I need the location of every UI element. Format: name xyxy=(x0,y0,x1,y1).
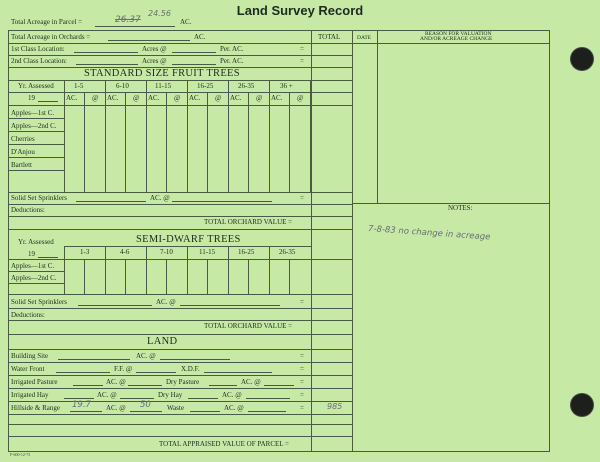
at-col-label: @ xyxy=(297,94,304,102)
acres-at-label: Acres @ xyxy=(142,45,167,53)
acres-at-label: Acres @ xyxy=(142,57,167,65)
fill-line xyxy=(246,398,290,399)
total-orchard-value-label: TOTAL ORCHARD VALUE = xyxy=(204,218,293,226)
row-line xyxy=(8,144,65,145)
fill-line xyxy=(64,398,94,399)
row-line xyxy=(8,229,353,230)
grid-line xyxy=(248,92,249,192)
ac-at-label: AC. @ xyxy=(136,352,156,360)
fill-line xyxy=(172,201,272,202)
row-line xyxy=(8,362,353,363)
grid-line xyxy=(166,259,167,294)
at-col-label: @ xyxy=(92,94,99,102)
equals-sign: = xyxy=(300,404,304,412)
fill-line xyxy=(76,201,146,202)
binder-hole xyxy=(571,394,593,416)
grid-line xyxy=(207,259,208,294)
ff-at-label: F.F. @ xyxy=(114,365,133,373)
row-line xyxy=(8,131,65,132)
dry-pasture-label: Dry Pasture xyxy=(166,378,200,386)
fill-line xyxy=(70,411,102,412)
row-line xyxy=(8,216,353,217)
semi-yr-assessed-label: Yr. Assessed xyxy=(18,238,54,246)
ac-col-label: AC. xyxy=(230,94,242,102)
tree-row-label: Cherries xyxy=(11,135,35,143)
row-line xyxy=(8,92,353,93)
equals-sign: = xyxy=(300,352,304,360)
age-group-label: 11-15 xyxy=(155,82,172,90)
standard-trees-heading: STANDARD SIZE FRUIT TREES xyxy=(84,68,240,79)
age-group-label: 36 + xyxy=(280,82,293,90)
at-col-label: @ xyxy=(215,94,222,102)
irrigated-pasture-label: Irrigated Pasture xyxy=(11,378,58,386)
age-group-label: 1-5 xyxy=(74,82,84,90)
fill-line xyxy=(38,101,58,102)
grid-line xyxy=(207,92,208,192)
yr-assessed-label: Yr. Assessed xyxy=(18,82,54,90)
row-line xyxy=(8,259,353,260)
row-line xyxy=(8,204,353,205)
semi-tree-row-label: Apples—1st C. xyxy=(11,262,55,270)
equals-sign: = xyxy=(300,194,304,202)
parcel-ac-label: AC. xyxy=(180,18,192,26)
grid-line xyxy=(84,259,85,294)
water-front-label: Water Front xyxy=(11,365,45,373)
fill-line xyxy=(78,305,152,306)
semi-sprinklers-label: Solid Set Sprinklers xyxy=(11,298,68,306)
tree-row-label: Bartlett xyxy=(11,161,32,169)
semi-age-group-label: 1-3 xyxy=(80,248,90,256)
frame-bottom xyxy=(8,451,550,452)
fill-line xyxy=(56,372,110,373)
grid-line xyxy=(228,80,229,192)
hillside-rate-value: 50 xyxy=(140,400,151,410)
ac-col-label: AC. xyxy=(189,94,201,102)
row-line xyxy=(8,424,353,425)
semi-age-group-label: 4-6 xyxy=(120,248,130,256)
reason-header-line1: REASON FOR VALUATION xyxy=(425,31,492,37)
equals-sign: = xyxy=(300,57,304,65)
orchards-fill-line xyxy=(108,40,190,41)
fill-line xyxy=(73,385,103,386)
year-label: 19 xyxy=(28,94,35,102)
ac-at-label: AC. @ xyxy=(97,391,117,399)
row-line xyxy=(8,375,353,376)
date-column-header: DATE xyxy=(357,35,372,41)
equals-sign: = xyxy=(300,298,304,306)
at-col-label: @ xyxy=(133,94,140,102)
building-site-label: Building Site xyxy=(11,352,49,360)
fill-line xyxy=(248,411,286,412)
orchards-ac-label: AC. xyxy=(194,33,206,41)
fill-line xyxy=(204,372,272,373)
parcel-value: 24.56 xyxy=(148,9,171,18)
fill-line xyxy=(76,64,138,65)
fill-line xyxy=(160,359,230,360)
grid-line xyxy=(105,246,106,294)
grid-line xyxy=(269,246,270,294)
grid-line xyxy=(64,246,65,294)
row-line xyxy=(8,283,65,284)
per-ac-label: Per. AC. xyxy=(220,57,244,65)
tree-row-label: Apples—1st C. xyxy=(11,109,55,117)
fill-line xyxy=(188,398,218,399)
grid-line xyxy=(125,259,126,294)
ac-col-label: AC. xyxy=(66,94,78,102)
ac-at-label: AC. @ xyxy=(224,404,244,412)
grid-line xyxy=(146,80,147,192)
ac-at-label: AC. @ xyxy=(150,194,170,202)
dry-hay-label: Dry Hay xyxy=(158,391,183,399)
semi-deductions-label: Deductions: xyxy=(11,311,45,319)
reason-column-divider xyxy=(377,30,378,203)
grid-line xyxy=(248,259,249,294)
waste-label: Waste xyxy=(167,404,184,412)
row-line xyxy=(8,294,353,295)
total-appraised-value-label: TOTAL APPRAISED VALUE OF PARCEL = xyxy=(159,440,289,448)
age-group-label: 16-25 xyxy=(197,82,214,90)
row-line xyxy=(8,320,353,321)
grid-line xyxy=(84,92,85,192)
semi-total-orchard-value-label: TOTAL ORCHARD VALUE = xyxy=(204,322,293,330)
sprinklers-label: Solid Set Sprinklers xyxy=(11,194,68,202)
row-line xyxy=(8,334,353,335)
semi-ac-at-label: AC. @ xyxy=(156,298,176,306)
age-group-label: 26-35 xyxy=(238,82,255,90)
fill-line xyxy=(38,257,58,258)
equals-sign: = xyxy=(300,45,304,53)
equals-sign: = xyxy=(300,378,304,386)
fill-line xyxy=(190,411,220,412)
at-col-label: @ xyxy=(256,94,263,102)
hillside-range-label: Hillside & Range xyxy=(11,404,60,412)
semi-age-group-label: 11-15 xyxy=(199,248,216,256)
row-line xyxy=(8,414,353,415)
grid-line xyxy=(289,259,290,294)
row-line xyxy=(8,388,353,389)
fill-line xyxy=(264,385,294,386)
semi-age-group-label: 26-35 xyxy=(279,248,296,256)
total-column-header: TOTAL xyxy=(318,33,341,41)
row-line xyxy=(8,192,353,193)
ac-col-label: AC. xyxy=(148,94,160,102)
land-heading: LAND xyxy=(147,336,178,347)
parcel-crossed-value: 26.37 xyxy=(115,15,141,25)
grid-line xyxy=(166,92,167,192)
row-line xyxy=(8,170,65,171)
semi-year-label: 19 xyxy=(28,250,35,258)
tree-row-label: D'Anjou xyxy=(11,148,35,156)
tree-row-label: Apples—2nd C. xyxy=(11,122,57,130)
grid-line xyxy=(228,246,229,294)
row-line xyxy=(8,271,65,272)
fill-line xyxy=(209,385,237,386)
grid-line xyxy=(125,92,126,192)
grid-line xyxy=(187,80,188,192)
ac-col-label: AC. xyxy=(107,94,119,102)
row-line xyxy=(8,105,353,106)
equals-sign: = xyxy=(300,391,304,399)
total-acreage-parcel-label: Total Acreage in Parcel = xyxy=(11,18,83,26)
ac-col-label: AC. xyxy=(271,94,283,102)
notes-heading: NOTES: xyxy=(448,204,473,212)
ac-at-label: AC. @ xyxy=(106,404,126,412)
semi-age-group-label: 16-25 xyxy=(238,248,255,256)
row-line xyxy=(8,43,549,44)
fill-line xyxy=(180,305,280,306)
hillside-acres-value: 19.7 xyxy=(72,400,91,410)
row-line xyxy=(8,157,65,158)
fill-line xyxy=(136,372,176,373)
note-handwriting: 7-8-83 no change in acreage xyxy=(367,224,491,243)
fill-line xyxy=(130,411,162,412)
row-line xyxy=(8,55,353,56)
grid-line xyxy=(146,246,147,294)
row-line xyxy=(8,308,353,309)
second-class-location-label: 2nd Class Location: xyxy=(11,57,67,65)
per-ac-label: Per. AC. xyxy=(220,45,244,53)
ac-at-label: AC. @ xyxy=(106,378,126,386)
parcel-fill-line xyxy=(95,26,175,27)
ac-at-label: AC. @ xyxy=(222,391,242,399)
semi-age-group-label: 7-10 xyxy=(160,248,173,256)
row-line xyxy=(8,80,353,81)
row-line xyxy=(8,401,353,402)
semi-tree-row-label: Apples—2nd C. xyxy=(11,274,57,282)
first-class-location-label: 1st Class Location: xyxy=(11,45,65,53)
hillside-total-value: 985 xyxy=(327,402,343,411)
row-line xyxy=(8,349,353,350)
fill-line xyxy=(128,385,162,386)
total-acreage-orchards-label: Total Acreage in Orchards = xyxy=(11,33,91,41)
fill-line xyxy=(120,398,154,399)
grid-line xyxy=(105,80,106,192)
grid-line xyxy=(187,246,188,294)
row-line xyxy=(8,118,65,119)
semi-dwarf-heading: SEMI-DWARF TREES xyxy=(136,234,241,245)
fill-line xyxy=(172,64,216,65)
grid-line xyxy=(64,80,65,192)
page-title: Land Survey Record xyxy=(236,3,364,18)
fill-line xyxy=(58,359,130,360)
reason-header-line2: AND/OR ACREAGE CHANGE xyxy=(420,36,493,42)
age-group-label: 6-10 xyxy=(116,82,129,90)
equals-sign: = xyxy=(300,365,304,373)
grid-line xyxy=(310,80,311,192)
binder-hole xyxy=(571,48,593,70)
grid-line xyxy=(269,80,270,192)
ac-at-label: AC. @ xyxy=(241,378,261,386)
frame-right xyxy=(549,30,550,451)
fill-line xyxy=(172,52,216,53)
at-col-label: @ xyxy=(174,94,181,102)
deductions-label: Deductions: xyxy=(11,206,45,214)
row-line xyxy=(8,436,353,437)
irrigated-hay-label: Irrigated Hay xyxy=(11,391,49,399)
xdf-label: X.D.F. xyxy=(181,365,200,373)
form-number: F-600-12-73 xyxy=(10,452,31,457)
fill-line xyxy=(74,52,138,53)
grid-line xyxy=(289,92,290,192)
